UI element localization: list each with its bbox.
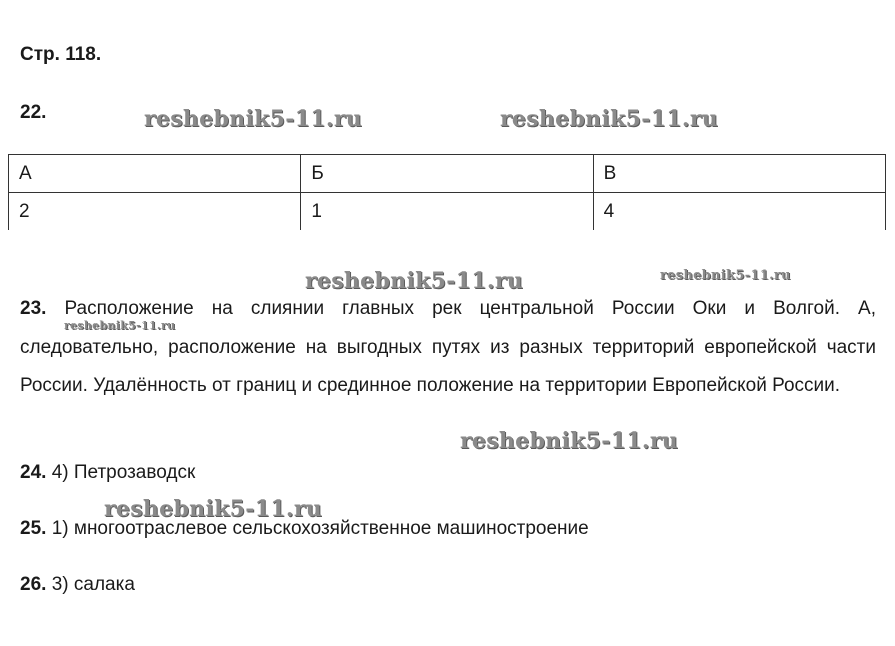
question-26-text: 3) салака bbox=[51, 574, 135, 595]
question-23 bbox=[20, 290, 876, 406]
question-25-number: 25. bbox=[20, 518, 47, 539]
watermark-1: reshebnik5-11.ru bbox=[144, 106, 363, 132]
watermark-3: reshebnik5-11.ru bbox=[305, 268, 524, 294]
table-cell-header-a: А bbox=[9, 155, 301, 193]
question-26 bbox=[20, 574, 135, 596]
question-26-number: 26. bbox=[20, 574, 47, 595]
watermark-6: reshebnik5-11.ru bbox=[460, 428, 679, 454]
question-25-text: 1) многоотраслевое сельскохозяйственное машиностроение bbox=[51, 518, 589, 539]
question-23-number: 23. bbox=[20, 298, 47, 319]
question-22-number: 22. bbox=[20, 102, 47, 123]
table-cell-value-v: 4 bbox=[593, 193, 885, 231]
watermark-5: reshebnik5-11.ru bbox=[64, 319, 176, 332]
table-cell-value-a: 2 bbox=[9, 193, 301, 231]
table-cell-value-b: 1 bbox=[301, 193, 593, 231]
table-header-row bbox=[9, 155, 886, 193]
watermark-7: reshebnik5-11.ru bbox=[104, 496, 323, 522]
page-title: Стр. 118. bbox=[20, 44, 102, 65]
table-cell-header-b: Б bbox=[301, 155, 593, 193]
watermark-4: reshebnik5-11.ru bbox=[660, 268, 791, 283]
question-24-text: 4) Петрозаводск bbox=[51, 462, 196, 483]
table-cell-header-v: В bbox=[593, 155, 885, 193]
answer-table bbox=[8, 154, 886, 230]
table-value-row bbox=[9, 193, 886, 231]
question-24-number: 24. bbox=[20, 462, 47, 483]
question-23-text: Расположение на слиянии главных рек центральной России Оки и Волгой. А, следовательно, расположение на выгодных путях из разных территорий европейской части России. Удалённость от границ и срединное положение на территории Европейской России. bbox=[20, 298, 876, 396]
question-24 bbox=[20, 462, 195, 484]
watermark-2: reshebnik5-11.ru bbox=[500, 106, 719, 132]
